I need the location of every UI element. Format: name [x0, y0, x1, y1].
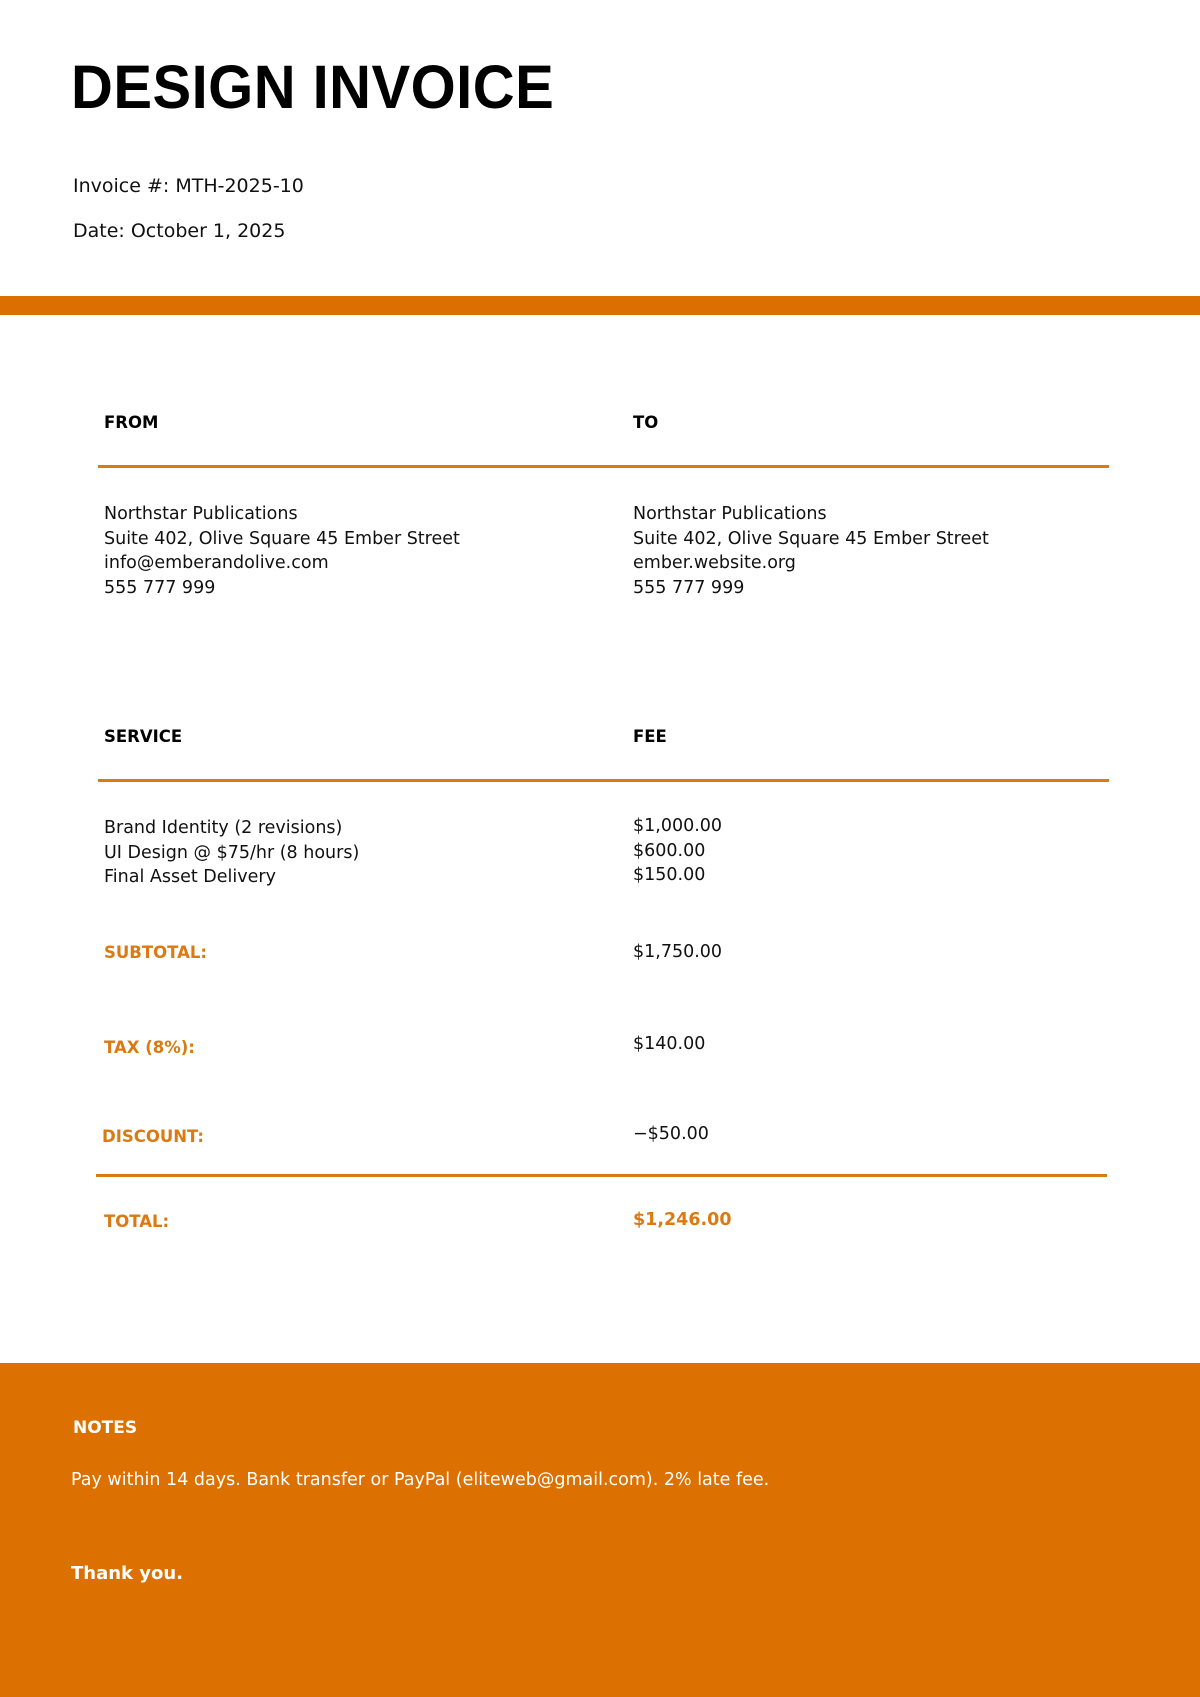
total-value: $1,246.00: [633, 1210, 732, 1230]
from-name: Northstar Publications: [104, 504, 298, 524]
invoice-number: Invoice #: MTH-2025-10: [73, 175, 304, 197]
service-fee: $1,000.00: [633, 816, 723, 836]
service-item: Brand Identity (2 revisions): [104, 818, 343, 838]
tax-value: $140.00: [633, 1034, 706, 1054]
to-address: [633, 502, 989, 600]
invoice-date: Date: October 1, 2025: [73, 220, 286, 242]
subtotal-label: SUBTOTAL:: [104, 943, 207, 962]
from-heading: FROM: [104, 413, 159, 432]
service-fee: $150.00: [633, 865, 706, 885]
to-website: ember.website.org: [633, 553, 796, 573]
from-address: [104, 502, 460, 600]
divider: [98, 779, 1109, 782]
discount-value: −$50.00: [633, 1124, 709, 1144]
divider: [96, 1174, 1107, 1177]
service-list: [104, 816, 359, 890]
thank-you: Thank you.: [71, 1563, 184, 1584]
notes-footer: [0, 1363, 1200, 1697]
service-item: Final Asset Delivery: [104, 867, 276, 887]
service-item: UI Design @ $75/hr (8 hours): [104, 842, 360, 863]
discount-label: DISCOUNT:: [102, 1127, 205, 1146]
divider: [98, 465, 1109, 468]
notes-text: Pay within 14 days. Bank transfer or PayPal (eliteweb@gmail.com). 2% late fee.: [71, 1470, 770, 1490]
tax-label: TAX (8%):: [104, 1038, 195, 1057]
from-phone: 555 777 999: [104, 577, 216, 598]
notes-heading: NOTES: [73, 1418, 138, 1438]
accent-bar: [0, 296, 1200, 315]
to-street: Suite 402, Olive Square 45 Ember Street: [633, 528, 989, 549]
fee-list: [633, 814, 722, 888]
to-heading: TO: [633, 413, 659, 432]
page-title: DESIGN INVOICE: [71, 53, 555, 121]
from-email: info@emberandolive.com: [104, 553, 329, 573]
service-heading: SERVICE: [104, 727, 183, 746]
service-fee: $600.00: [633, 840, 706, 861]
fee-heading: FEE: [633, 727, 667, 746]
from-street: Suite 402, Olive Square 45 Ember Street: [104, 528, 460, 549]
total-label: TOTAL:: [104, 1212, 170, 1231]
subtotal-value: $1,750.00: [633, 942, 723, 962]
to-name: Northstar Publications: [633, 504, 827, 524]
to-phone: 555 777 999: [633, 577, 745, 598]
